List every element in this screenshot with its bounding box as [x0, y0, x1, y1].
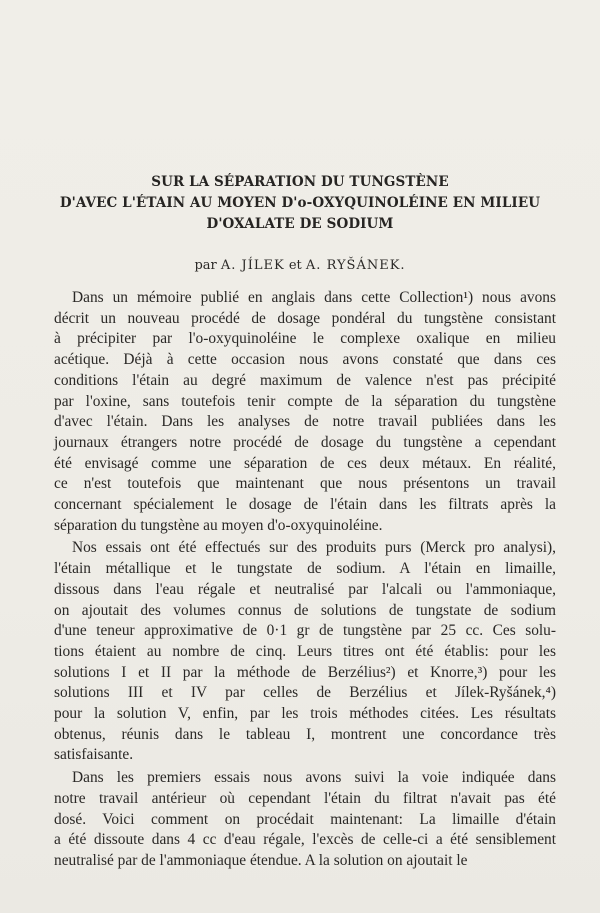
article-title: [40, 172, 560, 235]
paragraph-line: neutralisé par de l'ammoniaque étendue. A la solution on ajoutait le: [54, 851, 468, 869]
paragraph-line: d'une teneur approximative de 0·1 gr de tungstène par 25 cc. Ces solu-: [54, 622, 556, 640]
paragraph-line: tions étaient au nombre de cinq. Leurs titres ont été établis: pour les: [54, 642, 556, 660]
paragraph-line: d'avec l'étain. Dans les analyses de notre travail publiées dans les: [54, 413, 556, 431]
paragraph-line: a été dissoute dans 4 cc d'eau régale, l'excès de celle-ci a été sensiblement: [54, 831, 556, 849]
paragraph-line: dosé. Voici comment on procédait maintenant: La limaille d'étain: [54, 810, 556, 828]
title-line-1: SUR LA SÉPARATION DU TUNGSTÈNE: [151, 174, 449, 190]
paragraph-line: solutions I et II par la méthode de Berzélius²) et Knorre,³) pour les: [54, 663, 556, 681]
paragraph-line: dissous dans l'eau régale et neutralisé par l'alcali ou l'ammoniaque,: [54, 580, 556, 598]
article-body: [54, 288, 556, 872]
paragraph-line: à précipiter par l'o-oxyquinoléine le complexe oxalique en milieu: [54, 330, 556, 348]
paragraph: [54, 288, 556, 536]
paragraph-line: décrit un nouveau procédé de dosage pondéral du tungstène consistant: [54, 309, 556, 327]
paragraph-line: journaux étrangers notre procédé de dosage du tungstène a cependant: [54, 433, 556, 451]
paragraph-line: ce n'est toutefois que maintenant que nous présentons un travail: [54, 475, 556, 493]
paragraph-line: par l'oxine, sans toutefois tenir compte de la séparation du tungstène: [54, 392, 556, 410]
byline-joiner: et: [288, 258, 302, 273]
title-line-3: D'OXALATE DE SODIUM: [206, 216, 394, 232]
author-1: A. JÍLEK: [220, 258, 285, 273]
paragraph-line: Nos essais ont été effectués sur des produits purs (Merck pro analysi),: [72, 539, 556, 557]
author-2: A. RYŠÁNEK.: [305, 258, 406, 273]
byline: [0, 258, 600, 273]
paragraph: [54, 768, 556, 872]
paragraph-line: concernant spécialement le dosage de l'étain dans les filtrats après la: [54, 496, 556, 514]
paragraph-line: Dans les premiers essais nous avons suivi la voie indiquée dans: [72, 769, 556, 787]
paragraph-line: été envisagé comme une séparation de ces deux métaux. En réalité,: [54, 454, 556, 472]
paragraph-line: l'étain métallique et le tungstate de sodium. A l'étain en limaille,: [54, 560, 556, 578]
paragraph-line: notre travail antérieur où cependant l'étain du filtrat n'avait pas été: [54, 789, 556, 807]
paragraph-line: pour la solution V, enfin, par les trois méthodes citées. Les résultats: [54, 705, 556, 723]
paragraph-line: satisfaisante.: [54, 746, 134, 764]
title-line-2: D'AVEC L'ÉTAIN AU MOYEN D'o-OXYQUINOLÉINE EN MILIEU: [59, 195, 541, 211]
paragraph-line: obtenus, réunis dans le tableau I, montrent une concordance très: [54, 725, 556, 743]
paragraph: [54, 538, 556, 766]
paragraph-line: Dans un mémoire publié en anglais dans cette Collection¹) nous avons: [72, 289, 556, 306]
paragraph-line: conditions l'étain au degré maximum de valence n'est pas précipité: [54, 371, 556, 389]
paragraph-line: solutions III et IV par celles de Berzélius et Jílek-Ryšánek,⁴): [54, 684, 556, 702]
paragraph-line: on ajoutait des volumes connus de solutions de tungstate de sodium: [54, 601, 556, 619]
byline-prefix: par: [194, 258, 217, 273]
paragraph-line: séparation du tungstène au moyen d'o-oxyquinoléine.: [54, 516, 383, 534]
paragraph-line: acétique. Déjà à cette occasion nous avons constaté que dans ces: [54, 351, 556, 369]
